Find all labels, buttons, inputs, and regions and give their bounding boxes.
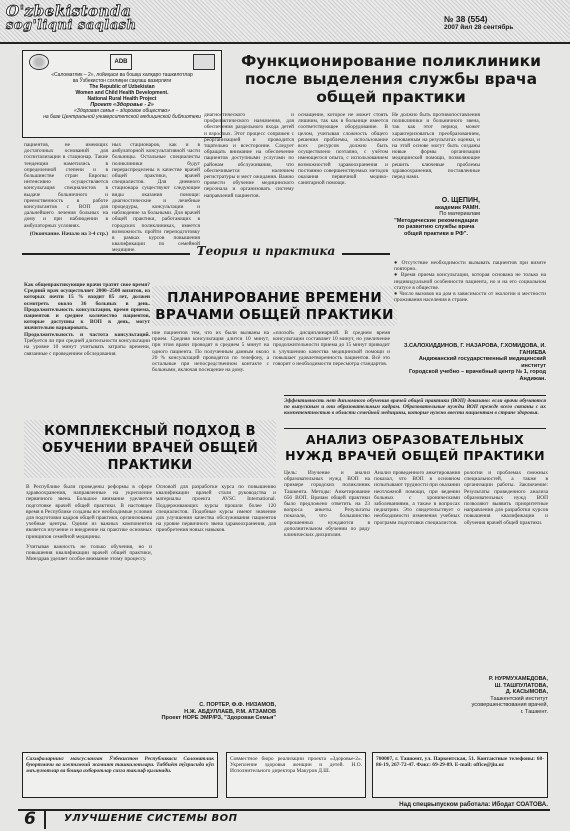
footer-ad-text-2: Совместное бюро реализации проекта «Здоровье-2». Укрепление здоровья женщин и детей. Н.О. Исполнительного директора Макуров Д.Ш. — [230, 756, 362, 775]
article3-col1-text-2: Учитывая важность не только обучения, но и повышения квалификации врачей общей практики, Минздрав уделяет особое внимание этому процессу. — [26, 543, 152, 563]
article1-source-2: "Методические рекомендации по развитию службы врача общей практики в РФ". — [394, 217, 478, 237]
article1-col5: Не должно быть противопоставления поликлиники и больничного звена, так как этот период может характеризоваться преобразованием, основанным на результатах оценки, и на этой основе могут быть созданы новые формы организации медицинской помощи, позволяющие решить ключевые проблемы здравоохранения, поставленные перед нами. — [392, 112, 480, 181]
footer-ad-box-2 — [226, 752, 366, 798]
project-box-line7: «Здоровая семья – здоровое общество» — [74, 108, 170, 114]
article4-authors-2: Ш. ТАШПУЛАТОВА, — [494, 682, 548, 689]
article2-bullet-2: ● Время приема консультации, которая основана не только на индивидуальной особенности пациента, но и на его социальном статусе в обществе. — [394, 272, 546, 291]
issue-date: 2007 йил 28 сентябрь — [444, 24, 514, 31]
article4-col3: рологии и проблемах смежных специальностей, а также в организации работы. Заключение: Результаты проведенного анализа образовательных нужд ВОП позволяют выявить приоритетные направления для разработки курсов повышения квалификации и обучения врачей общей практики. — [464, 470, 548, 526]
page-number: 6 — [24, 809, 36, 829]
article3-authors-2: Н.Ж. АБДУЛЛАЕВ, Р.М. АТЗАМОВ — [184, 708, 276, 715]
article3-title-line1: КОМПЛЕКСНЫЙ ПОДХОД В — [44, 424, 256, 439]
article1-col1-signoff: (Окончание. Начало на 3-4 стр.) — [29, 231, 108, 237]
article2-authors-institute: Андижанский государственный медицинский институт — [418, 356, 546, 369]
article2-col1-more — [24, 332, 150, 386]
page-number-divider — [44, 811, 46, 829]
project-box-line5: National Rural Health Project — [87, 96, 157, 102]
article2-col4 — [394, 260, 546, 340]
article2-bullet-3: ● Число вызовов на дом в зависимости от экологии и местности проживания населения в стране. — [394, 291, 546, 304]
project-box-line8: на базе Центральной университетской медицинской библиотеки — [43, 114, 201, 120]
article4-authors-1: Р. НУРМУХАМЕДОВА, — [488, 676, 548, 682]
article1-title: Функционирование поликлиники после выделения службы врача общей практики — [240, 52, 542, 106]
article1-author: О. ЩЕПИН, — [441, 197, 480, 204]
article2-title-line2: ВРАЧАМИ ОБЩЕЙ ПРАКТИКИ — [155, 307, 394, 323]
article2-bullet-1: ● Отсутствие необходимости вызывать пациентов при визите повторно. — [394, 260, 546, 273]
uzbek-emblem-icon — [29, 54, 49, 70]
project-box-line6: Проект «Здоровье - 2» — [90, 102, 154, 108]
article4-signature — [448, 676, 548, 716]
announcement-box — [284, 395, 546, 429]
article4-col2: Анализ проведенного анкетирования показал, что ВОП в основном испытывают трудности при оказании неотложной помощи, при ведении больных с хроническими заболеваниями, а также в вопросах педиатрии. Это свидетельствует о необходимости изменения учебных программ подготовки специалистов. — [374, 470, 460, 526]
rubric-rule-right — [342, 253, 390, 255]
article4-authors-4: Ташкентский институт усовершенствования врачей, — [471, 695, 548, 709]
footer-title: УЛУЧШЕНИЕ СИСТЕМЫ ВОП — [64, 813, 238, 824]
article2-title-line1: ПЛАНИРОВАНИЕ ВРЕМЕНИ — [167, 290, 382, 306]
announcement-text: Эффективность нет дипломного обучения врачей общей практики (ВОП) доказано: если врачи обучаются по выпускным и они образовательным кадрам. Образовательные нужды ВОП прежде всего связаны с их компетентностью в области семейной медицины, которые нужно ввести пациентам в стране здоровья. — [284, 398, 546, 417]
footer-ad-box-1 — [22, 752, 218, 798]
article2-col1 — [24, 282, 150, 330]
article3-title-line3: ПРАКТИКИ — [107, 458, 193, 473]
article1-author-title: академик РАМН. — [434, 204, 480, 211]
article1-col2: ных стационаров, как и в амбулаторной консультативной части больницы. Остальные специалисты поликлиники будут перераспределены в качестве врачей общей практики, врачей специалистов. Для дневного стационара существуют следующие виды оказания помощи: диагностические и лечебные процедуры, консультации и наблюдение за больными. Для врачей общей практики, работающих в городских поликлиниках, имеется возможность пройти переподготовку в рамках курсов повышения квалификации по семейной медицине. — [112, 142, 200, 254]
article1-signature — [392, 198, 480, 238]
footer-ad-box-3 — [372, 752, 548, 798]
article3-col1-text: В Республике были проведены реформы в сфере здравоохранения, направленные на укрепление первичного звена. Большое внимание уделяется подготовке врачей общей практики. В настоящее время в Республике созданы все необходимые условия для подготовки кадров общей практики, организованы учебные центры. Одним из важных компонентов является изучение и внедрение на практике основных принципов семейной медицины. — [26, 484, 152, 540]
article3-col1 — [26, 484, 152, 734]
article4-title-line2: НУЖД ВРАЧЕЙ ОБЩЕЙ ПРАКТИКИ — [285, 448, 545, 463]
article1-col1: пациентов, не имеющих достаточных оснований для госпитализации в стационар. Такие тенденции наметились в определенной степени и в большинстве стран Европы: интенсивно осуществляется консультация специалистов в выдаче больничного и преемственность в работе консультантов с ВОП для дальнейшего лечения больных на дому и при наблюдении в амбулаторных условиях. — [24, 142, 108, 229]
article1-col3: диагностического и профилактического назначения, для обеспечения раздельного входа детей и взрослых. Этот процесс сопряжен с реорганизацией и проводится тщательно и всесторонне. Следует обращать внимание на обеспечение пациентов доступными услугами по районам обслуживания, что обеспечивается наличием регистратуры и мест ожидания. Важно провести обучение медицинского персонала и организовать систему направлений пациентов. — [204, 112, 294, 199]
masthead-logo — [6, 2, 156, 42]
article4-title-line1: АНАЛИЗ ОБРАЗОВАТЕЛЬНЫХ — [305, 432, 525, 447]
article3-signature — [156, 702, 276, 722]
rubric-label: Теория и практика — [196, 244, 336, 258]
article1-col4: оснащение, которое не может стоять лишним, так как в больнице имеется соответствующее оборудование. В целом, учитывая сложность общего решения проблемы, использование всех ресурсов должно быть осуществлено поэтапно, с учётом имеющегося опыта, с использованием возможностей здравоохранения и постоянно совершенствуемых методов оказания первичной медико-санитарной помощи. — [298, 112, 388, 187]
prepared-by-credit: Над спецвыпуском работала: Ибодат СОАТОВА. — [399, 801, 548, 808]
article2-col1-subtext: Требуется ли при средней длительности консультации на уровне 10 минут учитывать затраты времени, связанные с проведением обследования. — [24, 338, 150, 357]
masthead-name-line2: sog'liqni saqlash — [6, 18, 137, 33]
article3-col2: Основой для разработки курса по повышению квалификации врачей стали руководства и материалы проекта AVSC International. Поддерживающих курсы прошли более 120 специалистов. Подобные курсы имеют значение для улучшения качества обслуживания пациентов на уровне первичного звена здравоохранения, для приобретения новых навыков. — [156, 484, 276, 534]
footer-rule — [18, 809, 550, 811]
article2-authors-center: Городской учебно – врачебный центр № 1, город Андижан. — [408, 369, 546, 382]
article2-signature — [394, 343, 546, 383]
project-box-line2: ва Ўзбекистон соғлиқни сақлаш вазирлиги — [72, 78, 172, 84]
world-bank-logo-icon — [193, 54, 215, 70]
masthead-name-line1: O'zbekistonda — [6, 2, 132, 20]
footer-ad-text-1: Сахифаларнинг махсусланган Ўзбекистон Республикаси Саломатлик буюртмачи ва ижтимоий жамият ташкилотлари. Тиббиёт тўғрисида кўп маълумотлар ва бошқа ахборотлар сизга таклиф қилинади. — [26, 756, 214, 775]
issue-number: № 38 (554) — [444, 14, 488, 24]
article3-title-line2: ОБУЧЕНИИ ВРАЧЕЙ ОБЩЕЙ — [41, 441, 259, 456]
article3-authors-1: С. ПОРТЕР, Ф.Ф. НИЗАМОВ, — [199, 702, 276, 708]
article2-col1-subhead: Продолжительность и частота консультаций. — [24, 332, 150, 338]
article4-authors-3: Д. КАСЫМОВА, — [505, 689, 548, 696]
article2-col3: «плохой» дисциплинарной. В среднем время консультации составляет 10 минут, но увеличение продолжительности приема до 15 минут приводит к улучшению качества медицинской помощи и повышает удовлетворенность пациентов. Всё это говорит о необходимости пересмотра стандартов. — [273, 330, 390, 368]
article4-col1: Цель: Изучение и анализ образовательных нужд ВОП на примере городских поликлиник Ташкента. Методы: Анкетирование 656 ВОП. Врачам общей практики было предложено ответить на 23 вопроса анкеты. Результаты показали, что большинство опрошенных нуждаются в дополнительном обучении по ряду клинических дисциплин. — [284, 470, 370, 539]
project-box-line1: «Саломатлик – 2», лойиҳаси ва бошқа халқаро ташкилотлар — [51, 72, 193, 78]
project-logo-box — [22, 50, 222, 138]
article3-authors-3: Проект НОРЕ ЭМР/РЗ, "Здоровая Семья" — [161, 715, 276, 722]
article2-authors-names: З.САЛОХИДДИНОВ, Г. НАЗАРОВА, Г.ХОМИДОВА, И. ГАНИЕВА — [404, 343, 546, 356]
footer-ad-text-3: 700007, г. Ташкент, ул. Паркентская, 51. Контактные телефоны: 68-86-19, 267-72-47. Факс: 69-29-89. E-mail: office@jiu.uz — [376, 756, 544, 769]
adb-logo-icon: ADB — [110, 54, 132, 70]
issue-info — [444, 14, 554, 31]
project-box-line3: The Republic of Uzbekistan — [89, 84, 155, 90]
article2-col2: ние пациентов тем, что их были вызваны на прием. Средняя консультация длится 10 минут, при этом врачи проводят в среднем 5 минут на одного пациента. По полученным данным около 20 % консультаций проводятся по телефону, а остальные при непосредственном контакте с больными, включая посещение на дому. — [152, 330, 269, 374]
rubric-rule-left — [22, 253, 190, 255]
emblem-row — [23, 51, 221, 70]
article1-source-1: По материалам — [439, 211, 480, 218]
article2-col1-lead: Как общепрактикующие врачи тратят свое время? Средний врач осуществляет 2000–2500 визитов, из которых почти 15 % входит 85 лет, должен осмотреть около 36 больных в день. Продолжительность консультации, время приема, пациентов и среднее количество пациентов, которые доступны к ВОП в день, могут значительно варьировать. — [24, 282, 150, 332]
project-box-line4: Women and Child Health Development. — [75, 90, 169, 96]
article4-authors-5: г. Ташкент. — [520, 708, 548, 715]
